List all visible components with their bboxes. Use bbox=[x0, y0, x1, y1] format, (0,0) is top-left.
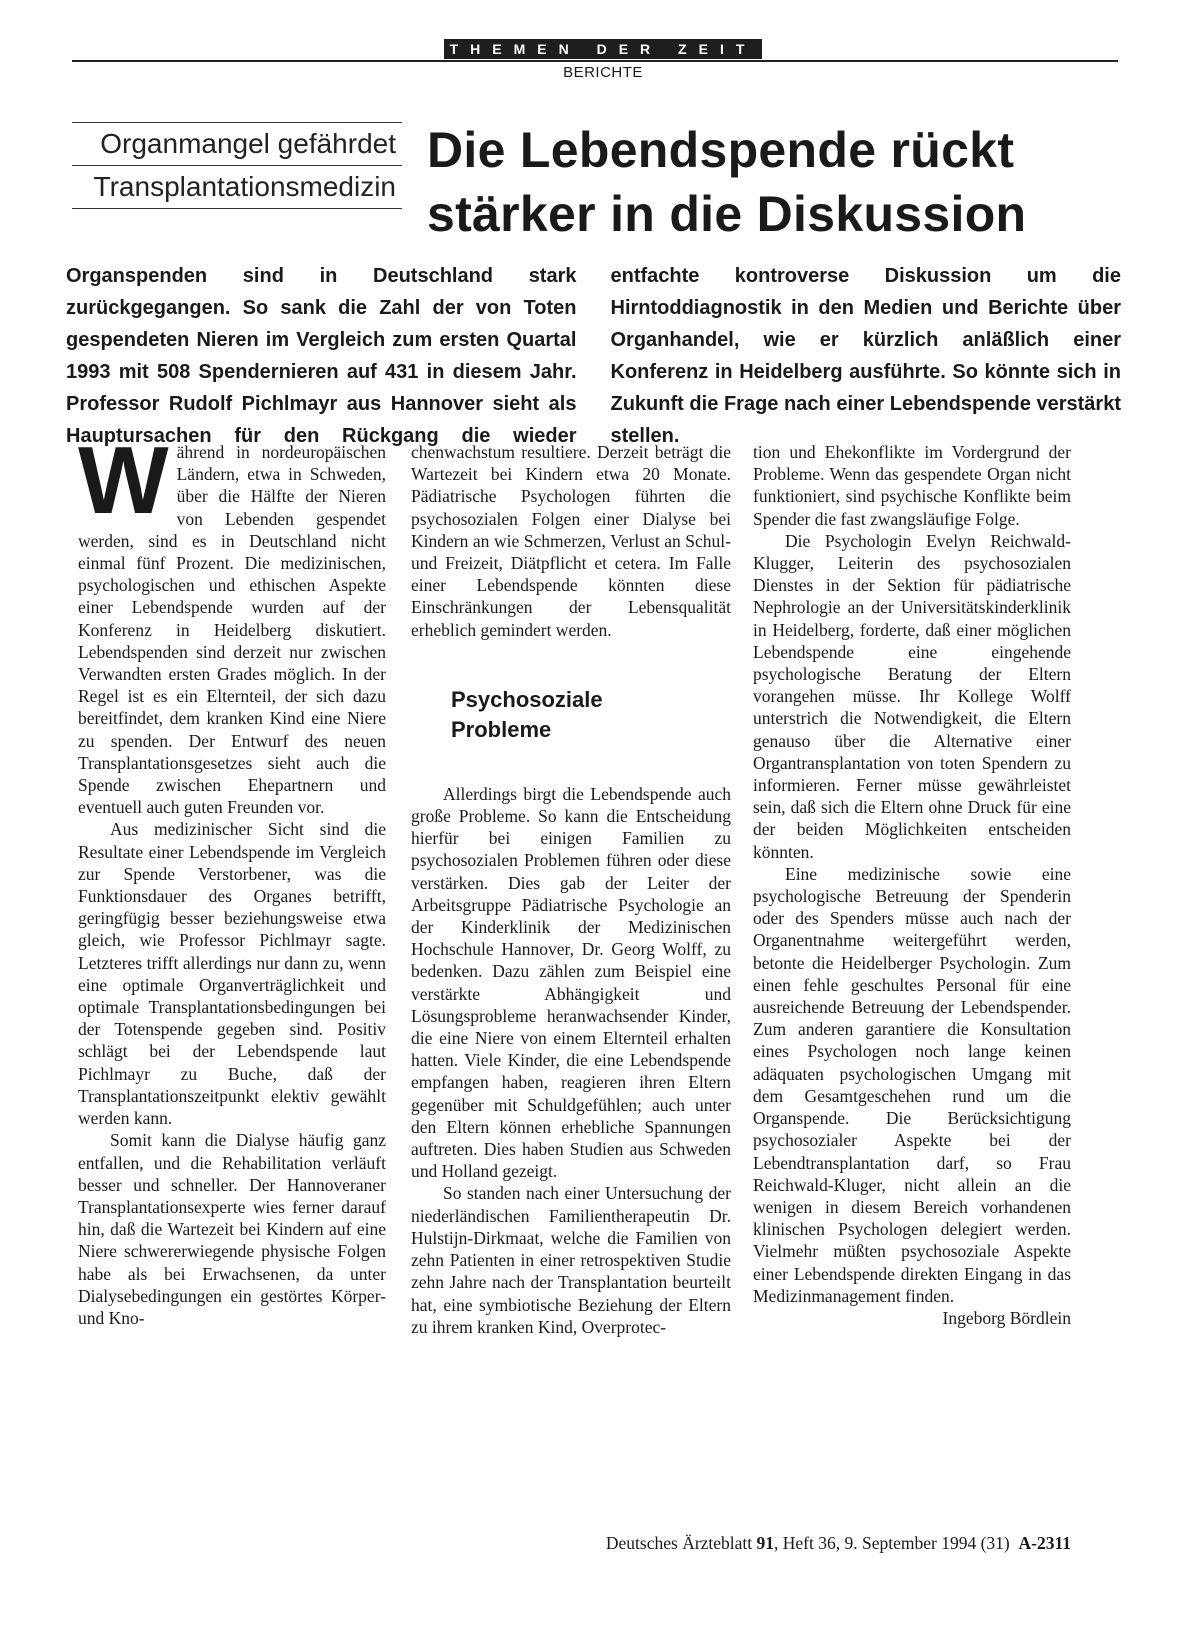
drop-cap: W bbox=[78, 427, 169, 534]
headline-line-2: stärker in die Diskussion bbox=[427, 186, 1027, 242]
page-footer bbox=[606, 1533, 1071, 1554]
page-number: A-2311 bbox=[1018, 1533, 1071, 1553]
header-rule bbox=[72, 60, 1118, 62]
subsection-label: BERICHTE bbox=[563, 64, 643, 81]
body-text: ährend in nordeuropäischen Ländern, etwa in Schweden, über die Hälfte der Nieren von Lebenden gespendet werden, sind es in Deutschland nicht einmal fünf Prozent. Die medizinischen, psychologischen und ethischen Aspekte einer Lebendspende wurden auf der Konferenz in Heidelberg diskutiert. Lebendspenden sind derzeit nur zwischen Verwandten ersten Grades möglich. In der Regel ist es ein Elternteil, der sich dazu bereitfindet, dem kranken Kind eine Niere zu spenden. Der Entwurf des neuen Transplantationsgesetzes sieht auch die Spende zwischen Ehepartnern und eventuell auch guten Freunden vor. bbox=[78, 442, 386, 818]
kicker-line-1: Organmangel gefährdet bbox=[72, 122, 402, 166]
body-paragraph: Die Psychologin Evelyn Reichwald-Klugger, Leiterin des psychosozialen Dienstes in der Sektion für pädiatrische Nephrologie an der Universitätskinderklinik in Heidelberg, forderte, daß einer möglichen Lebendspende eine eingehende psychologische Beratung der Eltern vorangehen müsse. Ihr Kollege Wolff unterstrich die Notwendigkeit, die Eltern genauso über die Alternative einer Organtransplantation von toten Spendern zu informieren. Ferner müsse gewährleistet sein, daß sich die Eltern ohne Druck für eine der beiden Möglichkeiten entscheiden könnten. bbox=[753, 530, 1071, 862]
body-paragraph: Somit kann die Dialyse häufig ganz entfallen, und die Rehabilitation verläuft besser und schneller. Der Hannoveraner Transplantationsexperte wies ferner darauf hin, daß die Wartezeit bei Kindern auf eine Niere schwererwiegende physische Folgen habe als bei Erwachsenen, da unter Dialysebedingungen ein gestörtes Körper- und Kno- bbox=[78, 1130, 386, 1328]
body-paragraph: tion und Ehekonflikte im Vordergrund der Probleme. Wenn das gespendete Organ nicht funktioniert, sind psychische Konflikte beim Spender die fast zwangsläufige Folge. bbox=[753, 442, 1071, 529]
subheading bbox=[451, 685, 731, 745]
body-paragraph: Allerdings birgt die Lebendspende auch große Probleme. So kann die Entscheidung hierfür bei einigen Familien zu psychosozialen Problemen führen oder diese verstärken. Dies gab der Leiter der Arbeitsgruppe Pädiatrische Psychologie an der Kinderklinik der Medizinischen Hochschule Hannover, Dr. Georg Wolff, zu bedenken. Dazu zählen zum Beispiel eine verstärkte Abhängigkeit und Lösungsprobleme heranwachsender Kinder, die eine Niere von einem Elternteil erhalten hatten. Viele Kinder, die eine Lebendspende empfangen haben, reagieren ihren Eltern gegenüber mit Schuldgefühlen; auch unter den Eltern können erhebliche Spannungen auftreten. Dies haben Studien aus Schweden und Holland gezeigt. bbox=[411, 783, 731, 1182]
kicker-line-2: Transplantationsmedizin bbox=[72, 166, 402, 209]
body-paragraph: Aus medizinischer Sicht sind die Resultate einer Lebendspende im Vergleich zur Spende Verstorbener, was die Funktionsdauer des Organes betrifft, geringfügig besser beziehungsweise etwa gleich, wie Professor Pichlmayr sagte. Letzteres trifft allerdings nur dann zu, wenn eine optimale Organverträglichkeit und optimale Transplantationsbedingungen bei der Totenspende gegeben sind. Positiv schlägt bei der Lebendspende laut Pichlmayr zu Buche, daß der Transplantationszeitpunkt elektiv gewählt werden kann. bbox=[78, 819, 386, 1129]
article-column-3 bbox=[753, 441, 1071, 1329]
body-paragraph: Eine medizinische sowie eine psychologische Betreuung der Spenderin oder des Spenders müsse auch nach der Organentnahme weitergeführt werden, betonte die Heidelberger Psychologin. Zum einen fehle geschultes Personal für eine ausreichende Betreuung der Lebendspender. Zum anderen garantiere die Konsultation eines Psychologen noch lange keinen adäquaten psychologischen Umgang mit dem Gesamtgeschehen rund um die Organspende. Die Berücksichtigung psychosozialer Aspekte bei der Lebendtransplantation darf, so Frau Reichwald-Kluger, nicht allein an die wenigen in diesem Bereich vorhandenen klinischen Psychologen delegiert werden. Vielmehr müßten psychosoziale Aspekte einer Lebendspende direkten Eingang in das Medizinmanagement finden. bbox=[753, 863, 1071, 1306]
section-label: THEMEN DER ZEIT bbox=[444, 39, 762, 59]
lead-paragraph bbox=[66, 260, 1121, 452]
journal-name: Deutsches Ärzteblatt bbox=[605, 1533, 753, 1553]
body-paragraph: So standen nach einer Untersuchung der niederländischen Familientherapeutin Dr. Hulstijn-Dirkmaat, welche die Familien von zehn Patienten in einer retrospektiven Studie zehn Jahre nach der Transplantation beurteilt hat, eine symbiotische Beziehung der Eltern zu ihrem kranken Kind, Overprotec- bbox=[411, 1183, 731, 1337]
headline bbox=[427, 118, 1127, 246]
body-paragraph: chenwachstum resultiere. Derzeit beträgt die Wartezeit bei Kindern etwa 20 Monate. Pädiatrische Psychologen führten die psychosozialen Folgen einer Dialyse bei Kindern an wie Schmerzen, Verlust an Schul- und Freizeit, Diätpflicht et cetera. Im Falle einer Lebendspende könnten diese Einschränkungen der Lebensqualität erheblich gemindert werden. bbox=[411, 442, 731, 640]
author-byline: Ingeborg Bördlein bbox=[942, 1307, 1071, 1328]
issue-date: , Heft 36, 9. September 1994 (31) bbox=[774, 1533, 1010, 1553]
article-column-1 bbox=[78, 427, 386, 1329]
kicker bbox=[72, 122, 402, 209]
subheading-line-2: Probleme bbox=[451, 716, 552, 742]
headline-line-1: Die Lebendspende rückt bbox=[427, 122, 1015, 178]
lead-text: Organspenden sind in Deutschland stark zurückgegangen. So sank die Zahl der von Toten gespendeten Nieren im Vergleich zum ersten Quartal 1993 mit 508 Spendernieren auf 431 in diesem Jahr. Professor Rudolf Pichlmayr aus Hannover sieht als Hauptursachen für den Rückgang die wieder entfachte kontroverse Diskussion um die Hirntoddiagnostik in den Medien und Berichte über Organhandel, wie er kürzlich anläßlich einer Konferenz in Heidelberg ausführte. So könnte sich in Zukunft die Frage nach einer Lebendspende verstärkt stellen. bbox=[66, 265, 1121, 447]
subheading-line-1: Psychosoziale bbox=[451, 686, 603, 712]
volume-number: 91 bbox=[756, 1533, 775, 1553]
body-paragraph bbox=[78, 427, 386, 818]
article-column-2 bbox=[411, 441, 731, 1338]
